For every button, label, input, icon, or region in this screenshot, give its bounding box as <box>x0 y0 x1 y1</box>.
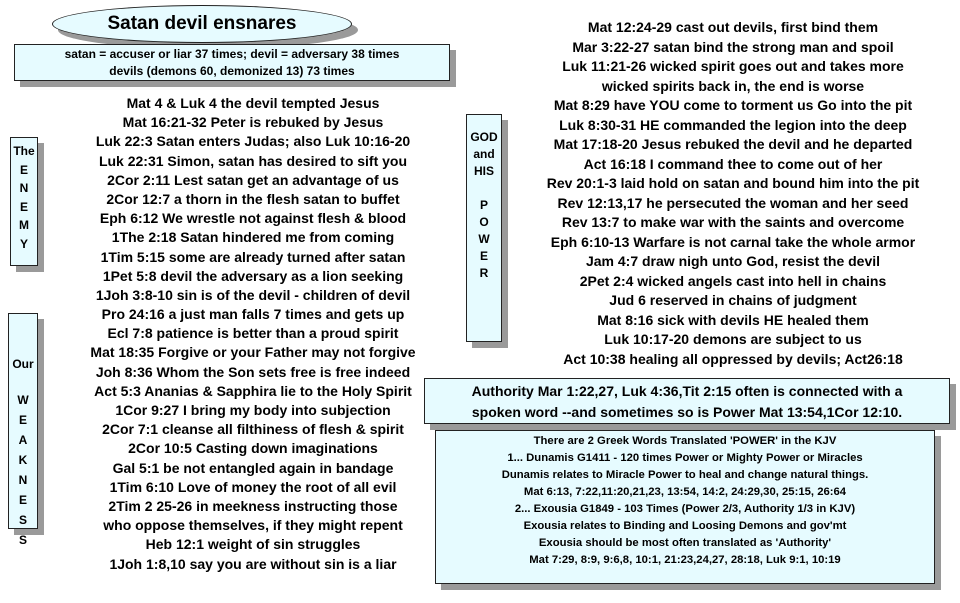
greek-line: Dunamis relates to Miracle Power to heal and change natural things. <box>501 469 869 481</box>
verse-line: 2Cor 2:11 Lest satan get an advantage of us <box>107 171 399 188</box>
verse-line: Luk 22:31 Simon, satan has desired to sift you <box>98 152 408 169</box>
verse-line: wicked spirits back in, the end is worse <box>601 77 865 94</box>
verse-line: Rev 20:1-3 laid hold on satan and bound him into the pit <box>546 175 920 191</box>
verse-line: Mat 8:16 sick with devils HE healed them <box>597 311 869 328</box>
verse-line: 2Pet 2:4 wicked angels cast into hell in chains <box>579 272 887 289</box>
page-title: Satan devil ensnares <box>107 13 297 34</box>
verse-line: Eph 6:10-13 Warfare is not carnal take the whole armor <box>550 233 916 250</box>
verse-line: Luk 10:17-20 demons are subject to us <box>604 331 862 347</box>
greek-line: Exousia relates to Binding and Loosing Demons and gov'mt <box>523 520 847 532</box>
verse-line: 1Joh 3:8-10 sin is of the devil - children of devil <box>95 286 411 303</box>
god-power-verses <box>510 18 956 369</box>
greek-line: Mat 7:29, 8:9, 9:6,8, 10:1, 21:23,24,27, 28:18, Luk 9:1, 10:19 <box>529 554 841 566</box>
verse-line: Mat 4 & Luk 4 the devil tempted Jesus <box>126 95 380 111</box>
verse-line: 1Cor 9:27 I bring my body into subjection <box>115 402 391 418</box>
verse-line: Mat 12:24-29 cast out devils, first bind them <box>587 19 879 35</box>
verse-line: Mat 18:35 Forgive or your Father may not forgive <box>90 344 416 361</box>
verse-line: 2Cor 7:1 cleanse all filthiness of flesh & spirit <box>102 421 404 438</box>
verse-line: Rev 12:13,17 he persecuted the woman and her seed <box>557 194 909 211</box>
verse-line: 1Tim 6:10 Love of money the root of all evil <box>109 478 397 495</box>
verse-line: 1Joh 1:8,10 say you are without sin is a liar <box>109 555 397 572</box>
verse-line: Luk 11:21-26 wicked spirit goes out and takes more <box>562 58 904 74</box>
greek-line: There are 2 Greek Words Translated 'POWER' in the KJV <box>533 435 837 447</box>
definition-line: devils (demons 60, demonized 13) 73 times <box>109 64 355 78</box>
verse-line: Joh 8:36 Whom the Son sets free is free indeed <box>95 363 411 380</box>
authority-line: spoken word --and sometimes so is Power Mat 13:54,1Cor 12:10. <box>471 404 903 420</box>
authority-line: Authority Mar 1:22,27, Luk 4:36,Tit 2:15 often is connected with a <box>471 383 903 399</box>
verse-line: 1The 2:18 Satan hindered me from coming <box>111 229 395 246</box>
greek-words-box <box>435 430 935 584</box>
verse-line: Eph 6:12 We wrestle not against flesh & blood <box>99 210 407 227</box>
greek-line: Exousia should be most often translated as 'Authority' <box>538 537 832 549</box>
enemy-weakness-verses <box>44 94 462 574</box>
verse-line: 1Tim 5:15 some are already turned after satan <box>100 248 406 265</box>
verse-line: Act 10:38 healing all oppressed by devils; Act26:18 <box>563 350 903 367</box>
verse-line: Mar 3:22-27 satan bind the strong man and spoil <box>572 38 894 55</box>
verse-line: Mat 16:21-32 Peter is rebuked by Jesus <box>122 114 384 131</box>
weakness-label: Our W E A K N E S S <box>8 313 38 529</box>
verse-line: Heb 12:1 weight of sin struggles <box>145 536 361 553</box>
greek-line: 2... Exousia G1849 - 103 Times (Power 2/3, Authority 1/3 in KJV) <box>514 503 856 515</box>
authority-box <box>424 378 950 424</box>
verse-line: Jud 6 reserved in chains of judgment <box>609 292 857 308</box>
enemy-label: The E N E M Y <box>10 137 38 266</box>
verse-line: Pro 24:16 a just man falls 7 times and gets up <box>101 306 405 323</box>
verse-line: 1Pet 5:8 devil the adversary as a lion seeking <box>102 267 404 284</box>
verse-line: who oppose themselves, if they might repent <box>103 517 403 534</box>
greek-line: 1... Dunamis G1411 - 120 times Power or Mighty Power or Miracles <box>507 452 863 464</box>
verse-line: Jam 4:7 draw nigh unto God, resist the devil <box>585 253 881 269</box>
verse-line: Luk 22:3 Satan enters Judas; also Luk 10:16-20 <box>95 133 411 150</box>
verse-line: Rev 13:7 to make war with the saints and overcome <box>561 214 905 230</box>
definitions-box <box>14 44 450 81</box>
verse-line: Act 16:18 I command thee to come out of her <box>583 155 883 172</box>
verse-line: Act 5:3 Ananias & Sapphira lie to the Holy Spirit <box>94 382 412 399</box>
verse-line: Mat 8:29 have YOU come to torment us Go into the pit <box>553 97 913 113</box>
verse-line: 2Cor 10:5 Casting down imaginations <box>128 440 378 457</box>
verse-line: Gal 5:1 be not entangled again in bandage <box>112 459 394 476</box>
god-power-label: GOD and HIS P O W E R <box>466 114 502 342</box>
greek-line: Mat 6:13, 7:22,11:20,21,23, 13:54, 14:2, 24:29,30, 25:15, 26:64 <box>523 486 847 498</box>
verse-line: Ecl 7:8 patience is better than a proud spirit <box>107 325 399 342</box>
verse-line: Luk 8:30-31 HE commanded the legion into the deep <box>559 116 907 133</box>
verse-line: 2Cor 12:7 a thorn in the flesh satan to buffet <box>106 190 400 207</box>
verse-line: Mat 17:18-20 Jesus rebuked the devil and he departed <box>553 136 913 152</box>
definition-line: satan = accuser or liar 37 times; devil = adversary 38 times <box>64 47 400 61</box>
title-oval <box>52 5 352 43</box>
verse-line: 2Tim 2 25-26 in meekness instructing those <box>108 497 398 514</box>
